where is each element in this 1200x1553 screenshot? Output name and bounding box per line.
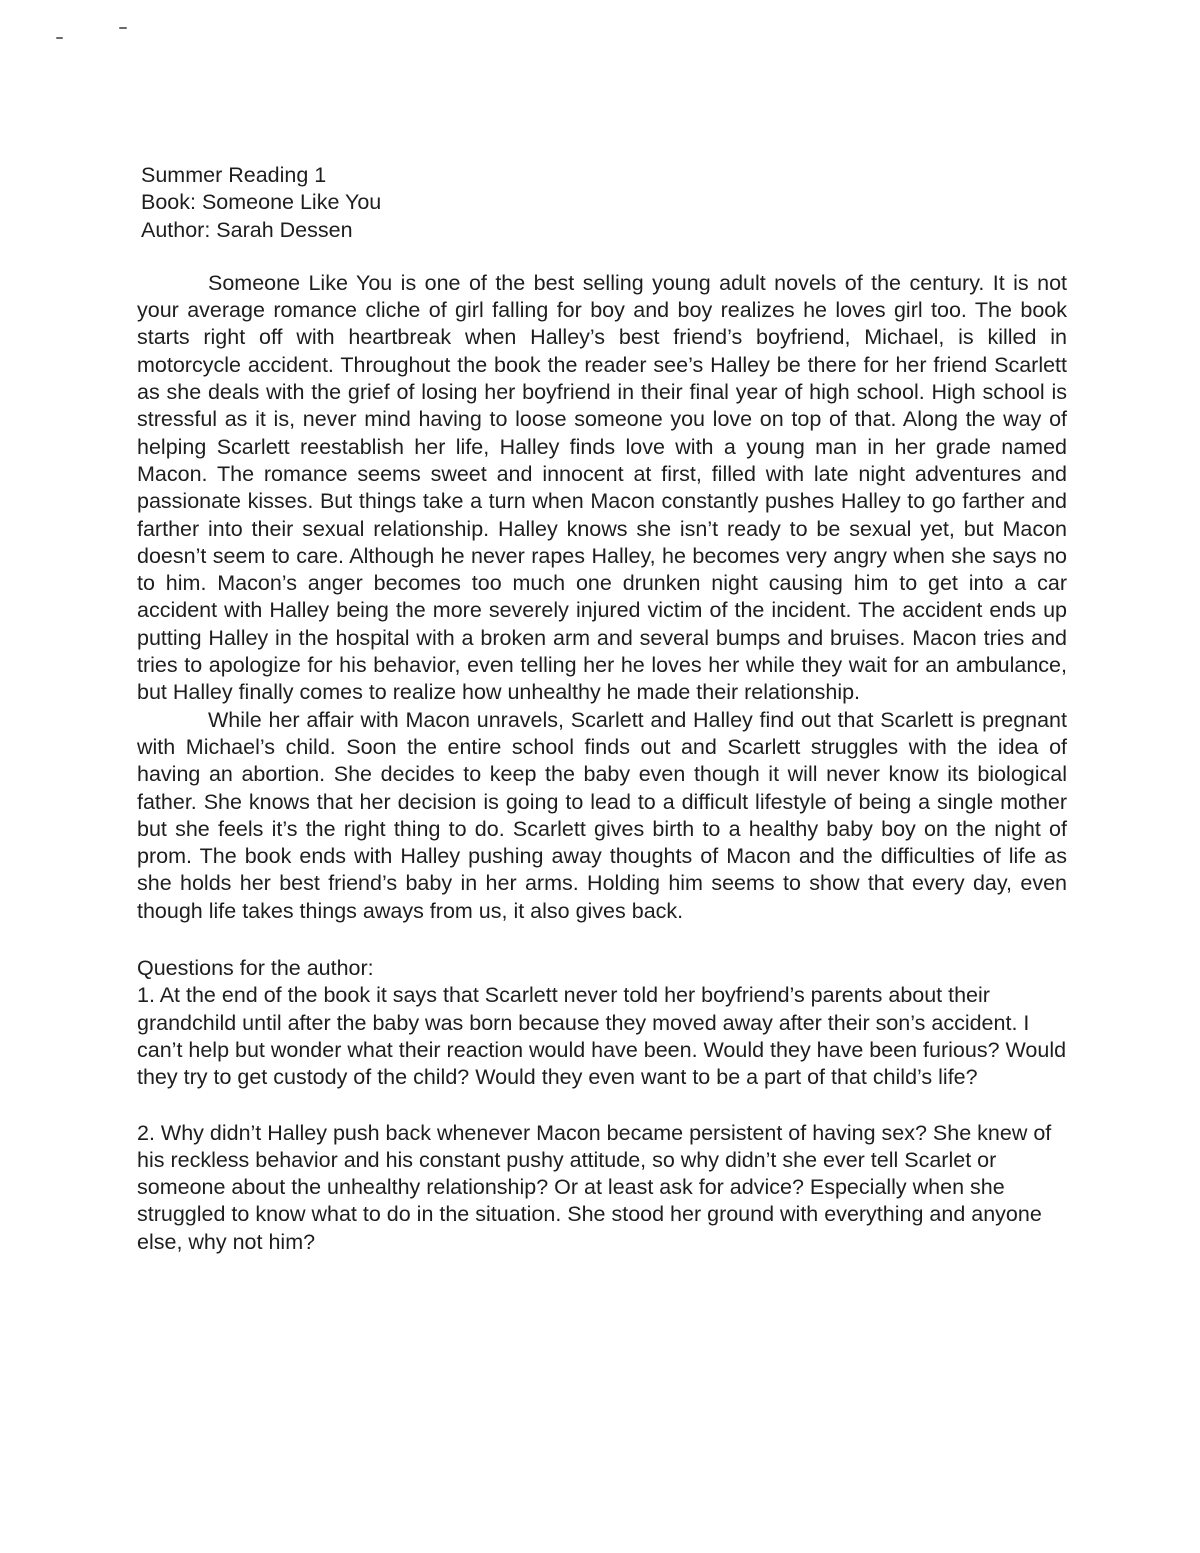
summary-paragraph-2: While her affair with Macon unravels, Scarlett and Halley find out that Scarlett is pregnant with Michael’s child. Soon the entire school finds out and Scarlett struggles with the idea of having an abortion. She decides to keep the baby even though it will never know its biological father. She knows that her decision is going to lead to a difficult lifestyle of being a single mother but she feels it’s the right thing to do. Scarlett gives birth to a healthy baby boy on the night of prom. The book ends with Halley pushing away thoughts of Macon and the difficulties of life as she holds her best friend’s baby in her arms. Holding him seems to show that every day, even though life takes things aways from us, it also gives back. (137, 707, 1067, 923)
questions-heading: Questions for the author: (137, 956, 374, 981)
document-page (137, 162, 1067, 1256)
question-2: 2. Why didn’t Halley push back whenever Macon became persistent of having sex? She knew of his reckless behavior and his constant pushy attitude, so why didn’t she ever tell Scarlet or someone about the unhealthy relationship? Or at least ask for advice? Especially when she struggled to know what to do in the situation. She stood her ground with everything and anyone else, why not him? (137, 1120, 1052, 1254)
book-author: Author: Sarah Dessen (141, 217, 353, 242)
document-header (141, 162, 1067, 244)
scan-speck (119, 27, 127, 29)
book-title: Book: Someone Like You (141, 190, 382, 215)
section-spacer (137, 925, 1067, 955)
summary-paragraph-1: Someone Like You is one of the best selling young adult novels of the century. It is not your average romance cliche of girl falling for boy and boy realizes he loves girl too. The book starts right off with heartbreak when Halley’s best friend’s boyfriend, Michael, is killed in motorcycle accident. Throughout the book the reader see’s Halley be there for her friend Scarlett as she deals with the grief of losing her boyfriend in their final year of high school. High school is stressful as it is, never mind having to loose someone you love on top of that. Along the way of helping Scarlett reestablish her life, Halley finds love with a young man in her grade named Macon. The romance seems sweet and innocent at first, filled with late night adventures and passionate kisses. But things take a turn when Macon constantly pushes Halley to go farther and farther into their sexual relationship. Halley knows she isn’t ready to be sexual yet, but Macon doesn’t seem to care. Although he never rapes Halley, he becomes very angry when she says no to him. Macon’s anger becomes too much one drunken night causing him to get into a car accident with Halley being the more severely injured victim of the incident. The accident ends up putting Halley in the hospital with a broken arm and several bumps and bruises. Macon tries and tries to apologize for his behavior, even telling her he loves her while they wait for an ambulance, but Halley finally comes to realize how unhealthy he made their relationship. (137, 270, 1067, 705)
question-spacer (137, 1092, 1067, 1120)
assignment-title: Summer Reading 1 (141, 163, 327, 187)
scan-speck (56, 37, 63, 39)
question-1: 1. At the end of the book it says that Scarlett never told her boyfriend’s parents about their grandchild until after the baby was born because they moved away after their son’s accident. I can’t help but wonder what their reaction would have been. Would they have been furious? Would they try to get custody of the child? Would they even want to be a part of that child’s life? (137, 983, 1067, 1090)
